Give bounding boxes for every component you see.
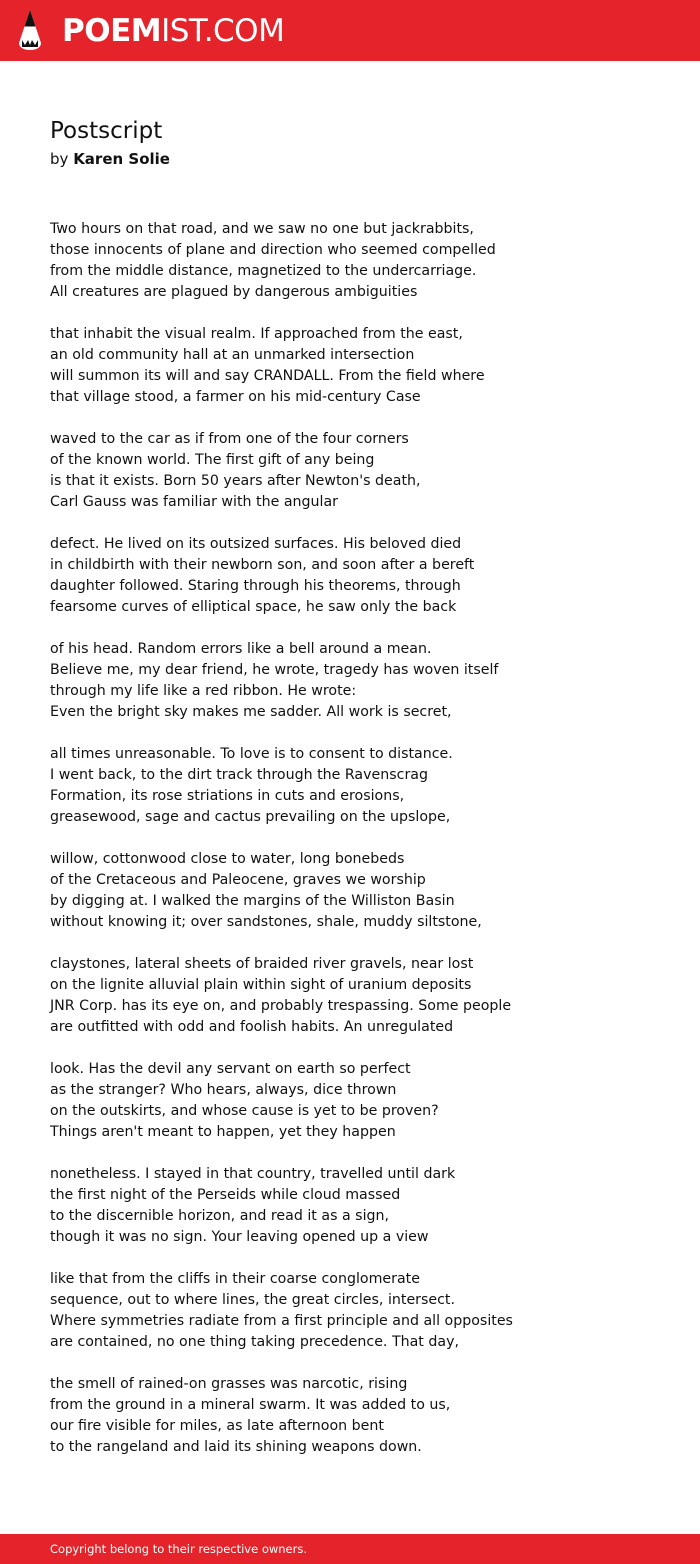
poem-line: greasewood, sage and cactus prevailing on the upslope, xyxy=(50,809,451,825)
poem-line: are contained, no one thing taking precedence. That day, xyxy=(50,1334,459,1350)
poem-line: of the known world. The first gift of any being xyxy=(50,452,375,468)
poem-line: Formation, its rose striations in cuts and erosions, xyxy=(50,788,405,804)
byline xyxy=(50,149,170,169)
poem-line: I went back, to the dirt track through the Ravenscrag xyxy=(50,767,428,783)
poem-line: from the middle distance, magnetized to the undercarriage. xyxy=(50,263,477,279)
poem-line: sequence, out to where lines, the great circles, intersect. xyxy=(50,1292,455,1308)
poem-line: look. Has the devil any servant on earth so perfect xyxy=(50,1061,411,1077)
poem-line: the first night of the Perseids while cloud massed xyxy=(50,1187,401,1203)
site-logo[interactable] xyxy=(62,11,284,51)
poem-line: on the outskirts, and whose cause is yet to be proven? xyxy=(50,1103,439,1119)
poem-line: in childbirth with their newborn son, and soon after a bereft xyxy=(50,557,475,573)
poem-line: all times unreasonable. To love is to consent to distance. xyxy=(50,746,453,762)
poem-line: though it was no sign. Your leaving opened up a view xyxy=(50,1229,429,1245)
poem-line: waved to the car as if from one of the four corners xyxy=(50,431,409,447)
poem-stanza xyxy=(50,324,670,408)
poem-line: that village stood, a farmer on his mid-century Case xyxy=(50,389,421,405)
poem-line: the smell of rained-on grasses was narcotic, rising xyxy=(50,1376,408,1392)
site-footer xyxy=(0,1534,700,1564)
pencil-tip-icon[interactable] xyxy=(17,9,43,51)
poem-line: through my life like a red ribbon. He wrote: xyxy=(50,683,357,699)
poem-line: our fire visible for miles, as late afternoon bent xyxy=(50,1418,384,1434)
poem-line: willow, cottonwood close to water, long bonebeds xyxy=(50,851,405,867)
poem-line: claystones, lateral sheets of braided river gravels, near lost xyxy=(50,956,474,972)
poem-line: Where symmetries radiate from a first principle and all opposites xyxy=(50,1313,513,1329)
poem-line: Things aren't meant to happen, yet they happen xyxy=(50,1124,396,1140)
poem-line: JNR Corp. has its eye on, and probably trespassing. Some people xyxy=(50,998,512,1014)
poem-line: an old community hall at an unmarked intersection xyxy=(50,347,415,363)
poem-body xyxy=(50,219,670,1479)
poem-stanza xyxy=(50,954,670,1038)
poem-line: that inhabit the visual realm. If approached from the east, xyxy=(50,326,463,342)
poem-line: will summon its will and say CRANDALL. From the field where xyxy=(50,368,485,384)
poem-line: like that from the cliffs in their coarse conglomerate xyxy=(50,1271,420,1287)
poem-line: on the lignite alluvial plain within sight of uranium deposits xyxy=(50,977,472,993)
poem-line: All creatures are plagued by dangerous ambiguities xyxy=(50,284,418,300)
poem-stanza xyxy=(50,849,670,933)
poem-line: to the rangeland and laid its shining weapons down. xyxy=(50,1439,422,1455)
poem-line: those innocents of plane and direction who seemed compelled xyxy=(50,242,496,258)
poem-line: as the stranger? Who hears, always, dice thrown xyxy=(50,1082,397,1098)
poem-line: of his head. Random errors like a bell around a mean. xyxy=(50,641,432,657)
by-label: by xyxy=(50,150,69,168)
poem-line: without knowing it; over sandstones, shale, muddy siltstone, xyxy=(50,914,482,930)
poem-stanza xyxy=(50,744,670,828)
poem-stanza xyxy=(50,639,670,723)
poem-line: defect. He lived on its outsized surfaces. His beloved died xyxy=(50,536,462,552)
poem-stanza xyxy=(50,1164,670,1248)
poem-line: from the ground in a mineral swarm. It was added to us, xyxy=(50,1397,451,1413)
poem-stanza xyxy=(50,1269,670,1353)
poem-stanza xyxy=(50,1059,670,1143)
author-name: Karen Solie xyxy=(73,150,170,168)
logo-brand-light: IST.COM xyxy=(161,13,285,49)
poem-line: are outfitted with odd and foolish habits. An unregulated xyxy=(50,1019,454,1035)
poem-line: nonetheless. I stayed in that country, travelled until dark xyxy=(50,1166,456,1182)
poem-line: of the Cretaceous and Paleocene, graves we worship xyxy=(50,872,426,888)
poem-line: to the discernible horizon, and read it as a sign, xyxy=(50,1208,390,1224)
poem-line: daughter followed. Staring through his theorems, through xyxy=(50,578,461,594)
poem-line: Even the bright sky makes me sadder. All work is secret, xyxy=(50,704,452,720)
poem-title: Postscript xyxy=(50,118,163,144)
site-header xyxy=(0,0,700,61)
poem-stanza xyxy=(50,219,670,303)
poem-stanza xyxy=(50,1374,670,1458)
logo-brand-bold: POEM xyxy=(62,13,162,49)
poem-line: fearsome curves of elliptical space, he saw only the back xyxy=(50,599,457,615)
poem-line: by digging at. I walked the margins of the Williston Basin xyxy=(50,893,455,909)
poem-line: Believe me, my dear friend, he wrote, tragedy has woven itself xyxy=(50,662,499,678)
poem-line: Two hours on that road, and we saw no one but jackrabbits, xyxy=(50,221,474,237)
poem-line: Carl Gauss was familiar with the angular xyxy=(50,494,338,510)
poem-line: is that it exists. Born 50 years after Newton's death, xyxy=(50,473,421,489)
copyright-text: Copyright belong to their respective owners. xyxy=(50,1542,308,1556)
poem-stanza xyxy=(50,534,670,618)
poem-stanza xyxy=(50,429,670,513)
